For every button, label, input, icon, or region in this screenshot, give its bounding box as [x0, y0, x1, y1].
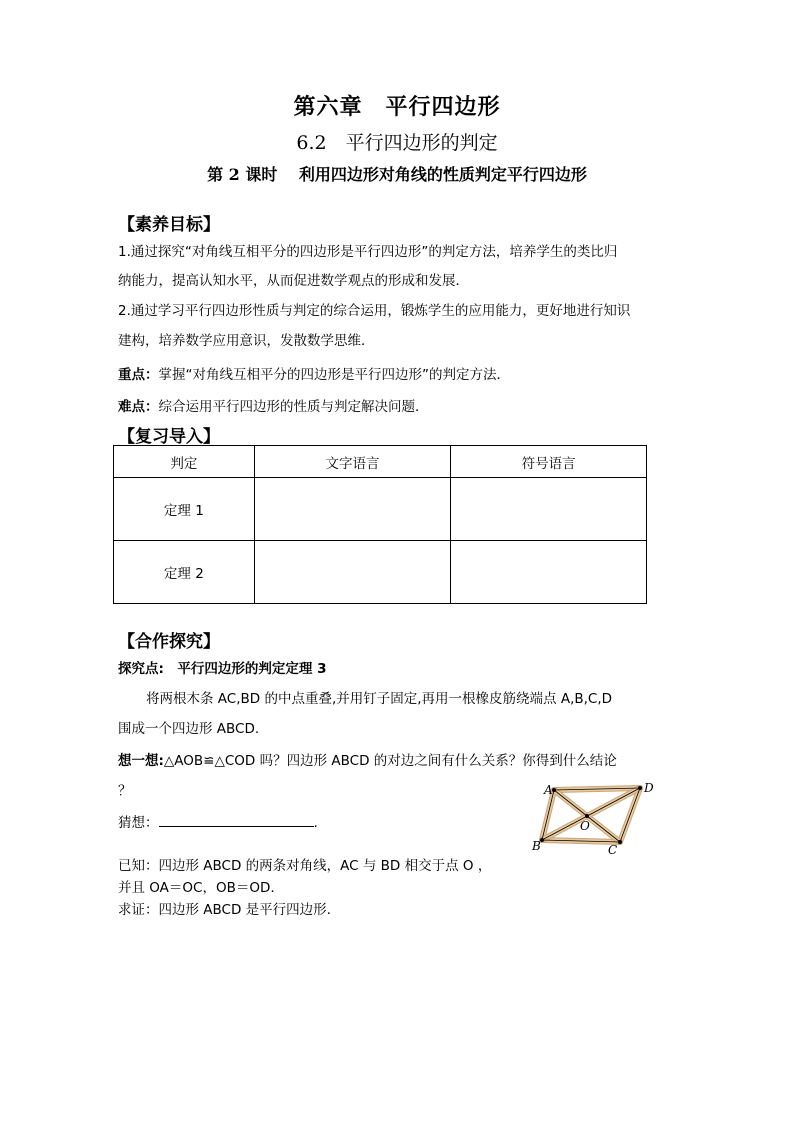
goals-heading: 【素养目标】 — [118, 215, 220, 235]
table-cell-symbol[interactable] — [451, 478, 647, 541]
label-a: A — [544, 783, 553, 797]
vertex-o — [585, 814, 589, 818]
label-d: D — [644, 781, 654, 795]
vertex-c — [618, 840, 622, 844]
goal-item-1-line-1: 1.通过探究“对角线互相平分的四边形是平行四边形”的判定方法，培养学生的类比归 — [118, 244, 618, 260]
guess-line — [118, 808, 318, 838]
vertex-d — [638, 786, 642, 790]
label-o: O — [580, 819, 590, 833]
think-label: 想一想: — [118, 753, 164, 769]
table-cell-theorem: 定理 1 — [114, 478, 255, 541]
key-point-text: 掌握“对角线互相平分的四边形是平行四边形”的判定方法． — [158, 367, 510, 383]
difficulty-point — [118, 392, 429, 422]
think-question-line-2: ？ — [118, 783, 132, 799]
parallelogram-figure — [528, 778, 668, 858]
goal-item-1-line-2: 纳能力，提高认知水平，从而促进数学观点的形成和发展． — [118, 273, 469, 289]
label-c: C — [608, 843, 618, 857]
explore-heading: 【合作探究】 — [118, 632, 220, 652]
table-cell-theorem: 定理 2 — [114, 541, 255, 604]
goal-item-2-line-2: 建构，培养数学应用意识，发散数学思维． — [118, 333, 375, 349]
table-header-cell: 符号语言 — [451, 446, 647, 478]
table-cell-text[interactable] — [254, 478, 451, 541]
given-line-2: 并且 OA＝OC，OB＝OD. — [118, 880, 275, 896]
label-b: B — [532, 839, 541, 853]
explore-intro-line-1: 将两根木条 AC,BD 的中点重叠,并用钉子固定,再用一根橡皮筋绕端点 A,B,C,D — [146, 691, 613, 707]
key-point-label: 重点： — [118, 367, 159, 383]
explore-point: 探究点: 平行四边形的判定定理 3 — [118, 661, 327, 677]
table-row — [114, 541, 647, 604]
given-line-1: 已知：四边形 ABCD 的两条对角线，AC 与 BD 相交于点 O ， — [118, 858, 492, 874]
lesson-title: 第 2 课时 利用四边形对角线的性质判定平行四边形 — [207, 165, 587, 184]
guess-label: 猜想： — [118, 815, 159, 831]
table-header-cell: 判定 — [114, 446, 255, 478]
table-row — [114, 478, 647, 541]
chapter-title: 第六章 平行四边形 — [293, 94, 501, 120]
think-question — [118, 746, 617, 776]
section-title: 6.2 平行四边形的判定 — [296, 132, 498, 154]
guess-blank[interactable] — [159, 810, 314, 827]
explore-intro-line-2: 围成一个四边形 ABCD. — [118, 721, 260, 737]
table-cell-symbol[interactable] — [451, 541, 647, 604]
difficulty-label: 难点： — [118, 399, 159, 415]
think-text: △AOB≌△COD 吗？四边形 ABCD 的对边之间有什么关系？你得到什么结论 — [163, 753, 617, 769]
prove-line: 求证：四边形 ABCD 是平行四边形. — [118, 902, 331, 918]
key-point — [118, 360, 510, 390]
difficulty-text: 综合运用平行四边形的性质与判定解决问题． — [158, 399, 429, 415]
table-cell-text[interactable] — [254, 541, 451, 604]
guess-end: . — [313, 815, 318, 831]
table-header-row — [114, 446, 647, 478]
review-heading: 【复习导入】 — [118, 427, 220, 447]
table-header-cell: 文字语言 — [254, 446, 451, 478]
goal-item-2-line-1: 2.通过学习平行四边形性质与判定的综合运用，锻炼学生的应用能力，更好地进行知识 — [118, 303, 631, 319]
review-table — [113, 445, 647, 604]
